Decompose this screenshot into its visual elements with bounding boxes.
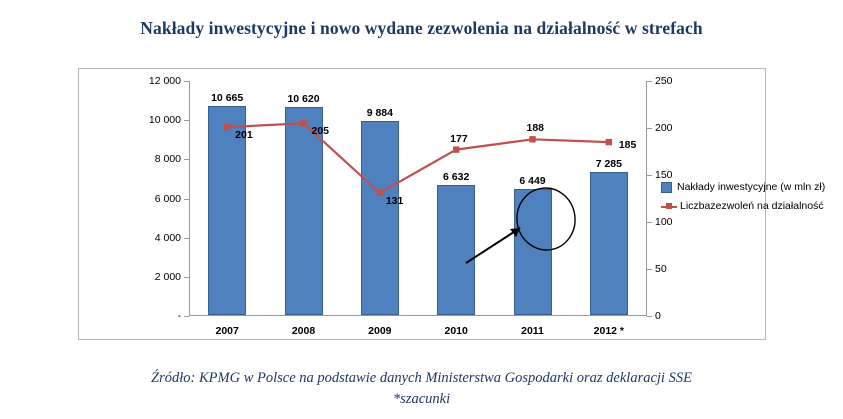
left-axis-tick-label: 10 000 <box>148 113 181 126</box>
right-axis-tick <box>647 269 652 270</box>
legend-item-bar <box>661 181 826 193</box>
left-axis-tick-label: - <box>177 309 181 322</box>
line-value-label: 185 <box>618 139 637 152</box>
right-axis-tick-label: 250 <box>655 74 673 87</box>
chart-legend <box>661 181 826 219</box>
bar-value-label: 7 285 <box>595 158 622 171</box>
plot-inner <box>148 74 673 337</box>
source-line-1: Źródło: KPMG w Polsce na podstawie danych Ministerstwa Gospodarki oraz deklaracji SSE <box>151 370 692 386</box>
category-label: 2009 <box>368 325 392 337</box>
line-swatch-icon <box>661 201 677 212</box>
right-axis-tick <box>647 222 652 223</box>
line-marker <box>453 146 459 152</box>
line-value-label: 177 <box>450 132 468 145</box>
line-series <box>189 81 647 316</box>
line-value-label: 205 <box>311 125 330 138</box>
bar-value-label: 6 632 <box>443 171 470 184</box>
bar-value-label: 9 884 <box>366 107 393 120</box>
source-line-2: *szacunki <box>392 391 451 407</box>
left-axis-tick-label: 2 000 <box>154 270 181 283</box>
bar-value-label: 10 620 <box>287 93 320 106</box>
source-note <box>0 368 843 410</box>
right-axis-tick-label: 150 <box>655 168 673 181</box>
category-label: 2010 <box>444 325 468 337</box>
line-marker <box>529 136 535 142</box>
legend-label-bar: Nakłady inwestycyjne (w mln zł) <box>677 181 826 193</box>
bar-swatch-icon <box>661 182 672 193</box>
category-label: 2008 <box>291 325 316 337</box>
category-label: 2007 <box>215 325 239 337</box>
line-marker <box>300 120 306 126</box>
line-value-label: 131 <box>385 194 404 207</box>
right-axis-tick <box>647 81 652 82</box>
right-axis-tick-label: 100 <box>655 215 673 228</box>
legend-label-line: Liczbazezwoleń na działalność <box>680 200 824 212</box>
right-axis-tick <box>647 175 652 176</box>
left-axis-tick-label: 6 000 <box>154 192 181 205</box>
right-axis-tick-label: 200 <box>655 121 673 134</box>
bar-value-label: 6 449 <box>519 174 546 187</box>
line-marker <box>377 190 383 196</box>
category-label: 2011 <box>521 325 544 337</box>
bar-value-label: 10 665 <box>211 92 244 105</box>
category-label: 2012 * <box>593 325 625 337</box>
left-axis-tick-label: 4 000 <box>154 231 181 244</box>
right-axis-tick <box>647 316 652 317</box>
chart-container <box>78 68 826 340</box>
page-title: Nakłady inwestycyjne i nowo wydane zezwolenia na działalność w strefach <box>140 18 703 38</box>
left-axis-tick-label: 12 000 <box>148 74 181 87</box>
right-axis-tick-label: 0 <box>655 309 661 322</box>
plot-area <box>148 74 673 337</box>
right-axis-tick <box>647 128 652 129</box>
legend-item-line <box>661 200 824 212</box>
line-marker <box>606 139 612 145</box>
left-axis-tick-label: 8 000 <box>154 153 181 166</box>
line-value-label: 188 <box>526 122 545 135</box>
right-axis-tick-label: 50 <box>655 262 667 275</box>
line-value-label: 201 <box>235 129 253 142</box>
left-axis-tick <box>184 316 189 317</box>
line-marker <box>224 124 230 130</box>
